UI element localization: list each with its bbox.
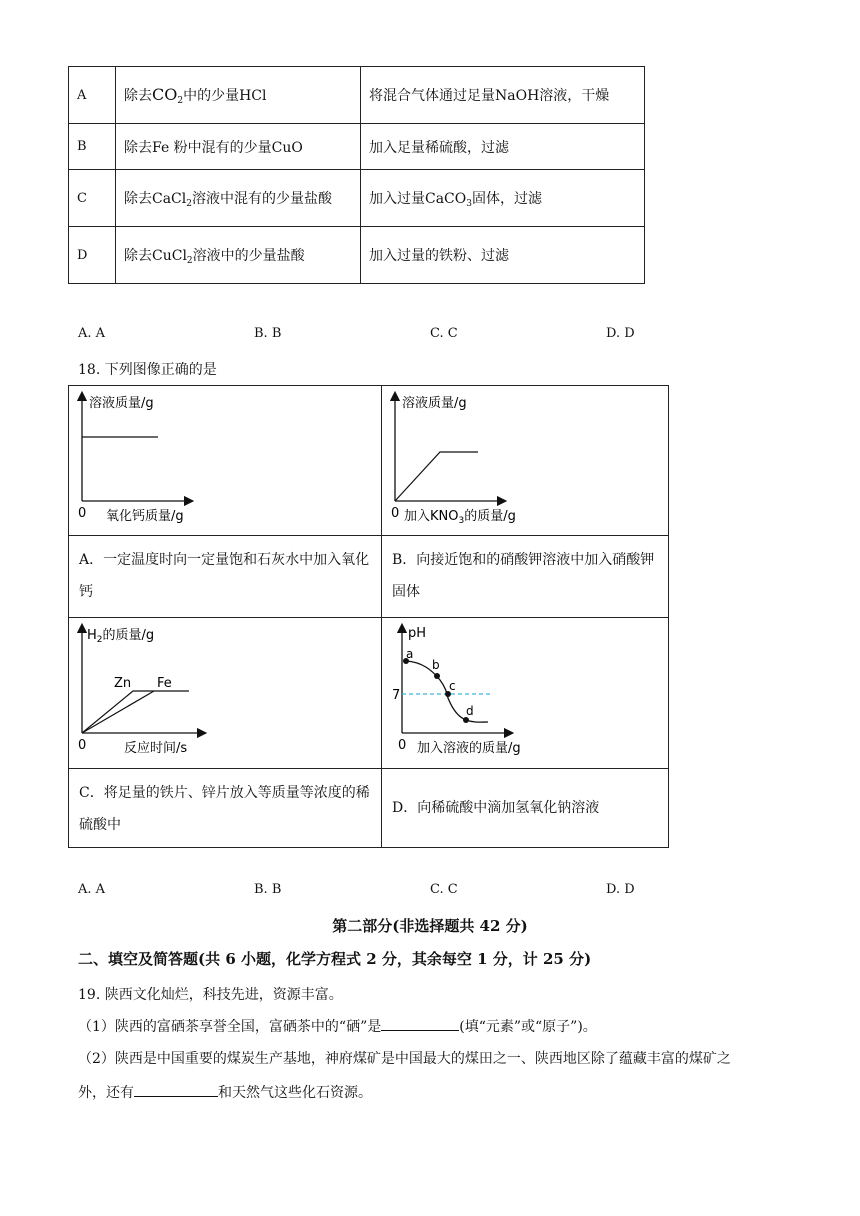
option-d[interactable]: D. D bbox=[606, 326, 635, 341]
graph-c-cell bbox=[69, 618, 382, 769]
caption-a: A．一定温度时向一定量饱和石灰水中加入氧化钙 bbox=[79, 552, 370, 600]
purpose-cell: 除去CuCl$_2$溶液中的少量盐酸 bbox=[116, 227, 361, 284]
caption-c-cell bbox=[69, 769, 382, 848]
option-c[interactable]: C. C bbox=[430, 326, 458, 341]
table-row bbox=[69, 67, 645, 124]
caption-b-cell bbox=[382, 536, 669, 618]
option-a[interactable]: A. A bbox=[78, 326, 106, 341]
x-axis-label: 反应时间/s bbox=[124, 741, 188, 756]
question-19-part1: （1）陕西的富硒茶享誉全国，富硒茶中的“硒”是 (填“元素”或“原子”)。 bbox=[78, 1016, 798, 1037]
table-row bbox=[69, 618, 669, 769]
option-label: D bbox=[69, 227, 116, 284]
answer-blank-2[interactable] bbox=[134, 1082, 218, 1097]
point-b bbox=[434, 673, 440, 679]
graph-d-cell bbox=[382, 618, 669, 769]
x-axis-label: 加入$KNO_3$的质量/g bbox=[404, 509, 516, 526]
table-row bbox=[69, 386, 669, 536]
method-cell: 将混合气体通过足量NaOH溶液，干燥 bbox=[361, 67, 645, 124]
graph-a bbox=[69, 386, 381, 531]
table-row bbox=[69, 536, 669, 618]
origin-label: 0 bbox=[391, 506, 400, 521]
table-row bbox=[69, 170, 645, 227]
graph-d bbox=[382, 618, 668, 764]
graph-table bbox=[68, 385, 669, 848]
question-19-stem: 19. 陕西文化灿烂，科技先进，资源丰富。 bbox=[78, 987, 343, 1003]
caption-c: C．将足量的铁片、锌片放入等质量等浓度的稀硫酸中 bbox=[79, 785, 370, 833]
tick-7: 7 bbox=[392, 688, 401, 703]
purpose-cell: 除去CaCl$_2$溶液中混有的少量盐酸 bbox=[116, 170, 361, 227]
caption-d-cell bbox=[382, 769, 669, 848]
graph-b bbox=[382, 386, 668, 531]
origin-label: 0 bbox=[398, 738, 407, 753]
method-cell: 加入足量稀硫酸，过滤 bbox=[361, 124, 645, 170]
purpose-cell: 除去$CO_2$中的少量HCl bbox=[116, 67, 361, 124]
table-row bbox=[69, 769, 669, 848]
origin-label: 0 bbox=[78, 738, 87, 753]
answer-blank-1[interactable] bbox=[381, 1016, 459, 1031]
caption-b: B．向接近饱和的硝酸钾溶液中加入硝酸钾固体 bbox=[392, 552, 655, 600]
y-axis-label: 溶液质量/g bbox=[89, 396, 154, 411]
label-a: a bbox=[406, 647, 414, 661]
label-b: b bbox=[432, 658, 440, 672]
fe-curve bbox=[82, 691, 154, 733]
caption-a-cell bbox=[69, 536, 382, 618]
option-c[interactable]: C. C bbox=[430, 882, 458, 897]
question-19-part2-line2: 外，还有 和天然气这些化石资源。 bbox=[78, 1082, 798, 1103]
options-table bbox=[68, 66, 645, 284]
option-b[interactable]: B. B bbox=[254, 882, 282, 897]
option-b[interactable]: B. B bbox=[254, 326, 282, 341]
part2-title: 第二部分(非选择题共 42 分) bbox=[332, 917, 528, 935]
table-row bbox=[69, 124, 645, 170]
question-18-stem: 18. 下列图像正确的是 bbox=[78, 362, 217, 378]
purpose-cell: 除去Fe 粉中混有的少量CuO bbox=[116, 124, 361, 170]
option-d[interactable]: D. D bbox=[606, 882, 635, 897]
option-label: C bbox=[69, 170, 116, 227]
x-axis-label: 加入溶液的质量/g bbox=[417, 741, 521, 756]
caption-d: D．向稀硫酸中滴加氢氧化钠溶液 bbox=[392, 800, 600, 816]
question-19-part2-line1: （2）陕西是中国重要的煤炭生产基地，神府煤矿是中国最大的煤田之一、陕西地区除了蕴藏丰富的煤矿之 bbox=[78, 1051, 731, 1067]
origin-label: 0 bbox=[78, 506, 87, 521]
y-axis-label: 溶液质量/g bbox=[402, 396, 467, 411]
y-axis-label: pH bbox=[408, 626, 427, 641]
zn-label: Zn bbox=[114, 676, 132, 691]
graph-b-cell bbox=[382, 386, 669, 536]
option-a[interactable]: A. A bbox=[78, 882, 106, 897]
curve bbox=[395, 452, 478, 501]
method-cell: 加入过量的铁粉、过滤 bbox=[361, 227, 645, 284]
label-d: d bbox=[466, 704, 474, 718]
fe-label: Fe bbox=[157, 676, 172, 691]
option-label: A bbox=[69, 67, 116, 124]
graph-a-cell bbox=[69, 386, 382, 536]
option-label: B bbox=[69, 124, 116, 170]
section2-title: 二、填空及简答题(共 6 小题，化学方程式 2 分，其余每空 1 分，计 25 分) bbox=[78, 950, 592, 968]
label-c: c bbox=[449, 679, 456, 693]
method-cell: 加入过量CaCO$_3$固体，过滤 bbox=[361, 170, 645, 227]
x-axis-label: 氧化钙质量/g bbox=[106, 509, 184, 524]
y-axis-label: $H_2$的质量/g bbox=[87, 628, 155, 645]
table-row bbox=[69, 227, 645, 284]
zn-curve bbox=[82, 691, 189, 733]
graph-c bbox=[69, 618, 381, 764]
